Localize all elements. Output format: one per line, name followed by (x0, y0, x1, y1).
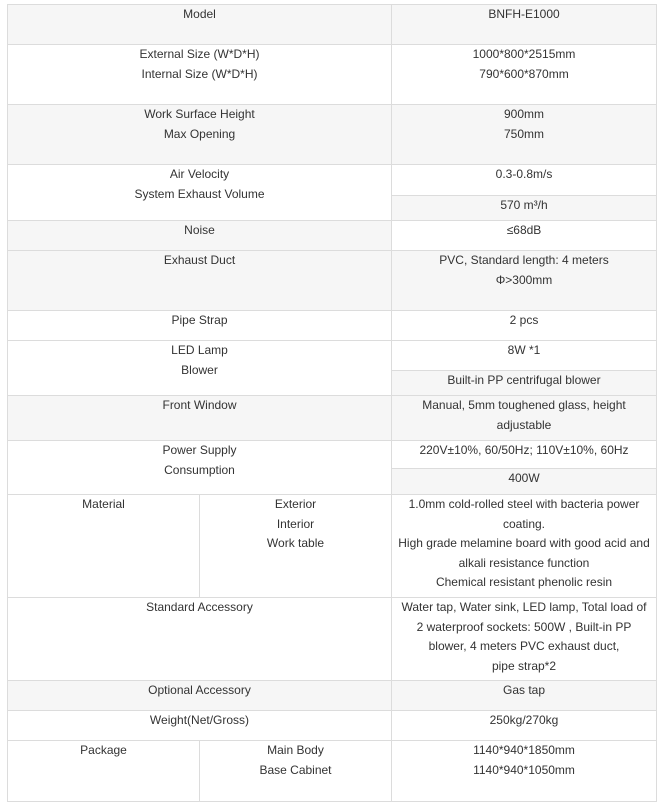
table-row (8, 598, 657, 681)
optional-accessory-value: Gas tap (392, 681, 657, 711)
exhaust-duct-value (392, 251, 657, 311)
pipe-strap-label: Pipe Strap (8, 311, 392, 341)
exhaust-volume-label: System Exhaust Volume (134, 186, 265, 201)
interior-value-line-2: alkali resistance function (458, 555, 590, 570)
base-cabinet-label: Base Cabinet (259, 762, 332, 777)
interior-value-line-1: High grade melamine board with good acid and (398, 536, 650, 550)
max-opening-value: 750mm (503, 126, 544, 141)
consumption-label: Consumption (164, 462, 235, 477)
work-surface-height-label: Work Surface Height (144, 107, 255, 121)
table-row (8, 396, 657, 441)
table-row (8, 441, 657, 469)
height-value (392, 105, 657, 165)
power-label (8, 441, 392, 495)
front-window-line-2: adjustable (496, 417, 552, 432)
size-label (8, 45, 392, 105)
standard-accessory-line-1: Water tap, Water sink, LED lamp, Total load of (401, 600, 647, 614)
lamp-blower-label (8, 341, 392, 396)
power-supply-label: Power Supply (162, 443, 237, 457)
exhaust-duct-label: Exhaust Duct (8, 251, 392, 311)
main-body-label: Main Body (267, 743, 324, 757)
external-size-value: 1000*800*2515mm (472, 47, 576, 61)
pipe-strap-value: 2 pcs (392, 311, 657, 341)
work-surface-height-value: 900mm (503, 107, 544, 121)
exterior-label: Exterior (274, 497, 317, 511)
noise-label: Noise (8, 221, 392, 251)
package-value (392, 741, 657, 802)
standard-accessory-value (392, 598, 657, 681)
air-label (8, 165, 392, 221)
package-label: Package (8, 741, 200, 802)
standard-accessory-label: Standard Accessory (8, 598, 392, 681)
exterior-value-line-2: coating. (502, 516, 546, 531)
noise-value: ≤68dB (392, 221, 657, 251)
weight-value: 250kg/270kg (392, 711, 657, 741)
blower-value: Built-in PP centrifugal blower (392, 371, 657, 396)
air-velocity-label: Air Velocity (169, 167, 230, 181)
table-row (8, 341, 657, 371)
duct-length-value: PVC, Standard length: 4 meters (439, 253, 609, 267)
table-row (8, 311, 657, 341)
duct-diameter-value: Φ>300mm (495, 272, 553, 287)
height-label (8, 105, 392, 165)
model-label: Model (8, 5, 392, 45)
max-opening-label: Max Opening (163, 126, 236, 141)
material-value (392, 495, 657, 598)
table-row (8, 251, 657, 311)
blower-label: Blower (181, 362, 218, 377)
table-row (8, 221, 657, 251)
table-row (8, 711, 657, 741)
standard-accessory-line-3: blower, 4 meters PVC exhaust duct, (428, 639, 620, 653)
standard-accessory-line-2: 2 waterproof sockets: 500W , Built-in PP (416, 619, 632, 634)
table-row (8, 681, 657, 711)
table-row (8, 5, 657, 45)
material-sublabels (200, 495, 392, 598)
internal-size-value: 790*600*870mm (479, 66, 569, 81)
internal-size-label: Internal Size (W*D*H) (141, 66, 258, 81)
work-table-value: Chemical resistant phenolic resin (435, 575, 613, 589)
exhaust-volume-value: 570 m³/h (392, 196, 657, 221)
table-row (8, 495, 657, 598)
main-body-value: 1140*940*1850mm (473, 743, 575, 757)
front-window-label: Front Window (8, 396, 392, 441)
interior-label: Interior (276, 516, 315, 531)
table-row (8, 45, 657, 105)
consumption-value: 400W (392, 469, 657, 495)
optional-accessory-label: Optional Accessory (8, 681, 392, 711)
table-row (8, 165, 657, 196)
power-supply-value: 220V±10%, 60/50Hz; 110V±10%, 60Hz (392, 441, 657, 469)
base-cabinet-value: 1140*940*1050mm (473, 762, 575, 777)
table-row (8, 105, 657, 165)
front-window-line-1: Manual, 5mm toughened glass, height (422, 398, 626, 412)
external-size-label: External Size (W*D*H) (139, 47, 260, 61)
model-value: BNFH-E1000 (392, 5, 657, 45)
led-lamp-label: LED Lamp (171, 343, 228, 357)
standard-accessory-line-4: pipe strap*2 (491, 658, 557, 673)
work-table-label: Work table (266, 536, 325, 550)
material-label: Material (8, 495, 200, 598)
package-sublabels (200, 741, 392, 802)
air-velocity-value: 0.3-0.8m/s (392, 165, 657, 196)
spec-table (7, 4, 657, 802)
weight-label: Weight(Net/Gross) (8, 711, 392, 741)
size-value (392, 45, 657, 105)
led-lamp-value: 8W *1 (392, 341, 657, 371)
exterior-value-line-1: 1.0mm cold-rolled steel with bacteria power (408, 497, 640, 511)
front-window-value (392, 396, 657, 441)
table-row (8, 741, 657, 802)
